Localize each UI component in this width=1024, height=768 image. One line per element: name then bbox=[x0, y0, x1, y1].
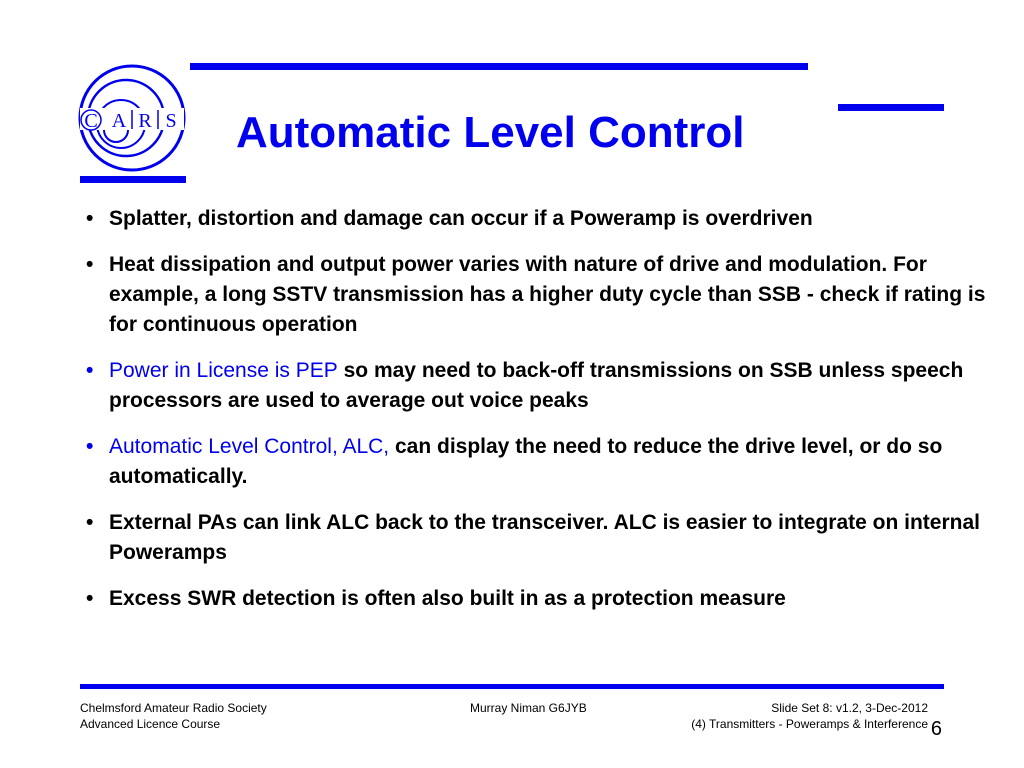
bullet-text: Splatter, distortion and damage can occur if a Poweramp is overdriven bbox=[109, 207, 813, 230]
bullet-text: Heat dissipation and output power varies with nature of drive and modulation. For example, a long SSTV transmission has a higher duty cycle than SSB - check if rating is for continuous operation bbox=[109, 253, 986, 336]
title-rule-top bbox=[190, 63, 808, 70]
bullet-highlight: Power in License is PEP bbox=[109, 359, 338, 382]
footer-society: Chelmsford Amateur Radio Society bbox=[80, 701, 267, 715]
bullet-dot: • bbox=[86, 359, 94, 382]
logo-letter-c: C bbox=[84, 110, 98, 132]
bullet-text: so may need to back-off transmissions on SSB unless speech processors are used to average out voice peaks bbox=[109, 359, 964, 412]
footer-course: Advanced Licence Course bbox=[80, 717, 221, 731]
bullet-text: Excess SWR detection is often also built in as a protection measure bbox=[109, 587, 786, 610]
bullet-dot: • bbox=[86, 511, 94, 534]
footer-slide-set: Slide Set 8: v1.2, 3-Dec-2012 bbox=[771, 701, 928, 715]
footer-author: Murray Niman G6JYB bbox=[470, 701, 587, 715]
bullet-dot: • bbox=[86, 207, 94, 230]
title-rule-left bbox=[80, 176, 186, 183]
bullet-item bbox=[86, 508, 996, 568]
bullet-text: can display the need to reduce the drive level, or do so automatically. bbox=[109, 435, 943, 488]
footer-left bbox=[80, 700, 267, 732]
page-number: 6 bbox=[930, 718, 942, 740]
footer-right bbox=[691, 700, 928, 732]
footer-rule bbox=[80, 684, 944, 689]
bullet-list bbox=[86, 204, 996, 630]
slide-title: Automatic Level Control bbox=[236, 108, 745, 157]
bullet-dot: • bbox=[86, 253, 94, 276]
bullet-item bbox=[86, 584, 996, 614]
footer-section: (4) Transmitters - Poweramps & Interference bbox=[691, 717, 928, 731]
bullet-dot: • bbox=[86, 587, 94, 610]
logo-letter-a: A bbox=[111, 110, 127, 132]
title-rule-right bbox=[838, 104, 944, 111]
cars-logo bbox=[76, 62, 188, 174]
bullet-item bbox=[86, 432, 996, 492]
bullet-text: External PAs can link ALC back to the transceiver. ALC is easier to integrate on internal Poweramps bbox=[109, 511, 980, 564]
bullet-item bbox=[86, 250, 996, 340]
bullet-highlight: Automatic Level Control, ALC, bbox=[109, 435, 390, 458]
logo-letter-r: R bbox=[138, 110, 152, 132]
bullet-dot: • bbox=[86, 435, 94, 458]
bullet-item bbox=[86, 204, 996, 234]
bullet-item bbox=[86, 356, 996, 416]
logo-letter-s: S bbox=[165, 110, 177, 132]
